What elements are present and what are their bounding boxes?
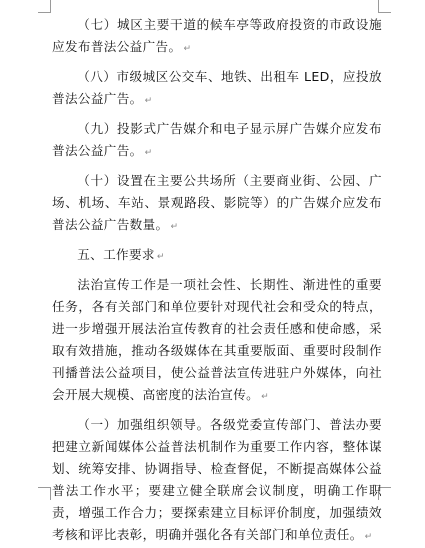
paragraph-mark-icon: ↵ — [144, 96, 153, 106]
paragraph-text: （十）设置在主要公共场所（主要商业街、公园、广场、机场、车站、景观路段、影院等）的广告媒介应发布普法公益广告数量。 — [52, 173, 382, 232]
section-heading-text: 五、工作要求 — [77, 247, 155, 262]
paragraph-text: （九）投影式广告媒介和电子显示屏广告媒介应发布普法公益广告。 — [52, 121, 382, 158]
paragraph-mark-icon: ↵ — [183, 44, 192, 54]
paragraph-text: （一）加强组织领导。各级党委宣传部门、普法办要把建立新闻媒体公益普法机制作为重要工作内容，整体谋划、统筹安排、协调指导、检查督促，不断提高媒体公益普法工作水平；要建立健全联席会议制度，明确工作职责，增强工作合力；要探索建立目标评价制度，加强绩效考核和评比表彰，明确并强化各有关部门和单位责任。 — [52, 417, 382, 542]
document-body — [52, 14, 382, 548]
paragraph-mark-icon: ↵ — [364, 532, 373, 542]
paragraph-mark-icon: ↵ — [261, 392, 270, 402]
paragraph-mark-icon: ↵ — [170, 222, 179, 232]
crop-mark-top-left — [38, 0, 51, 13]
crop-mark-bottom-left — [38, 487, 51, 500]
paragraph-item-8 — [52, 66, 382, 112]
paragraph-item-7 — [52, 14, 382, 60]
paragraph-text: （八）市级城区公交车、地铁、出租车 LED，应投放普法公益广告。 — [52, 69, 382, 106]
paragraph-requirement-1 — [52, 414, 382, 548]
paragraph-mark-icon: ↵ — [144, 148, 153, 158]
crop-mark-top-right — [378, 0, 391, 13]
section-heading — [52, 244, 382, 268]
paragraph-text: （七）城区主要干道的候车亭等政府投资的市政设施应发布普法公益广告。 — [52, 17, 382, 54]
paragraph-item-10 — [52, 170, 382, 238]
paragraph-text: 法治宣传工作是一项社会性、长期性、渐进性的重要任务，各有关部门和单位要针对现代社会和受众的特点，进一步增强开展法治宣传教育的社会责任感和使命感，采取有效措施，推动各级媒体在其重要版面、重要时段制作刊播普法公益项目，使公益普法宣传进驻户外媒体，向社会开展大规模、高密度的法治宣传。 — [52, 277, 382, 402]
paragraph-item-9 — [52, 118, 382, 164]
paragraph-intro — [52, 274, 382, 408]
paragraph-mark-icon: ↵ — [156, 252, 165, 262]
